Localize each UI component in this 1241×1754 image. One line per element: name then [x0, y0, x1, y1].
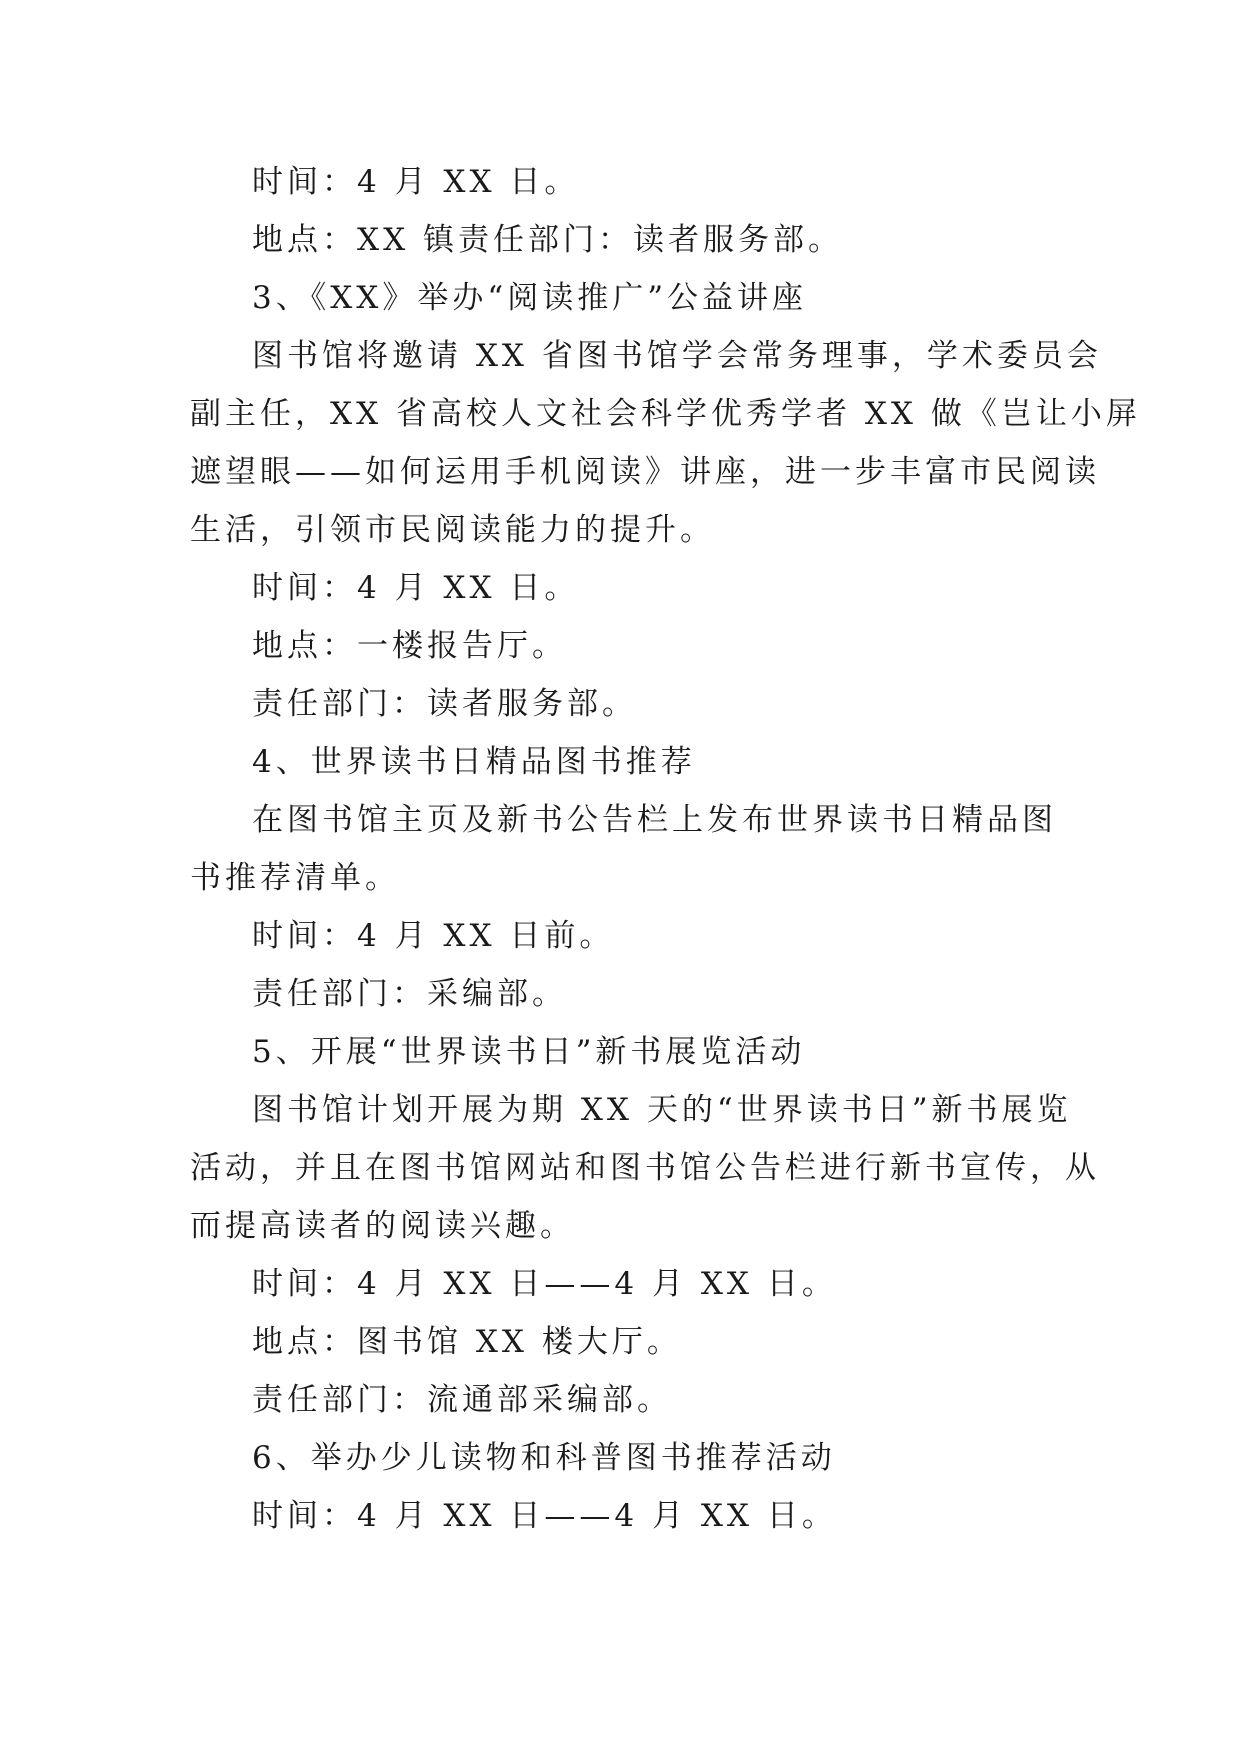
paragraph-line: 书推荐清单。: [190, 860, 400, 896]
department-line: 责任部门：读者服务部。: [252, 686, 637, 722]
section-heading-6: 6、举办少儿读物和科普图书推荐活动: [252, 1440, 836, 1476]
location-line: 地点：XX 镇责任部门：读者服务部。: [252, 222, 843, 258]
department-line: 责任部门：流通部采编部。: [252, 1382, 672, 1418]
time-line: 时间：4 月 XX 日。: [252, 164, 580, 200]
paragraph-line: 图书馆计划开展为期 XX 天的“世界读书日”新书展览: [252, 1092, 1072, 1128]
document-body: [190, 153, 1141, 1545]
paragraph-line: 副主任，XX 省高校人文社会科学优秀学者 XX 做《岂让小屏: [190, 396, 1141, 432]
time-line: 时间：4 月 XX 日前。: [252, 918, 615, 954]
paragraph-line: 而提高读者的阅读兴趣。: [190, 1208, 575, 1244]
paragraph-line: 在图书馆主页及新书公告栏上发布世界读书日精品图: [252, 802, 1057, 838]
paragraph-line: 活动，并且在图书馆网站和图书馆公告栏进行新书宣传，从: [190, 1150, 1100, 1186]
time-line: 时间：4 月 XX 日——4 月 XX 日。: [252, 1266, 837, 1302]
time-line: 时间：4 月 XX 日——4 月 XX 日。: [252, 1498, 837, 1534]
paragraph-line: 遮望眼——如何运用手机阅读》讲座，进一步丰富市民阅读: [190, 454, 1100, 490]
location-line: 地点：图书馆 XX 楼大厅。: [252, 1324, 682, 1360]
section-heading-4: 4、世界读书日精品图书推荐: [252, 744, 696, 780]
paragraph-line: 生活，引领市民阅读能力的提升。: [190, 512, 715, 548]
section-heading-5: 5、开展“世界读书日”新书展览活动: [252, 1034, 806, 1070]
location-line: 地点：一楼报告厅。: [252, 628, 567, 664]
paragraph-line: 图书馆将邀请 XX 省图书馆学会常务理事，学术委员会: [252, 338, 1102, 374]
department-line: 责任部门：采编部。: [252, 976, 567, 1012]
section-heading-3: 3、《XX》举办“阅读推广”公益讲座: [252, 280, 808, 316]
time-line: 时间：4 月 XX 日。: [252, 570, 580, 606]
